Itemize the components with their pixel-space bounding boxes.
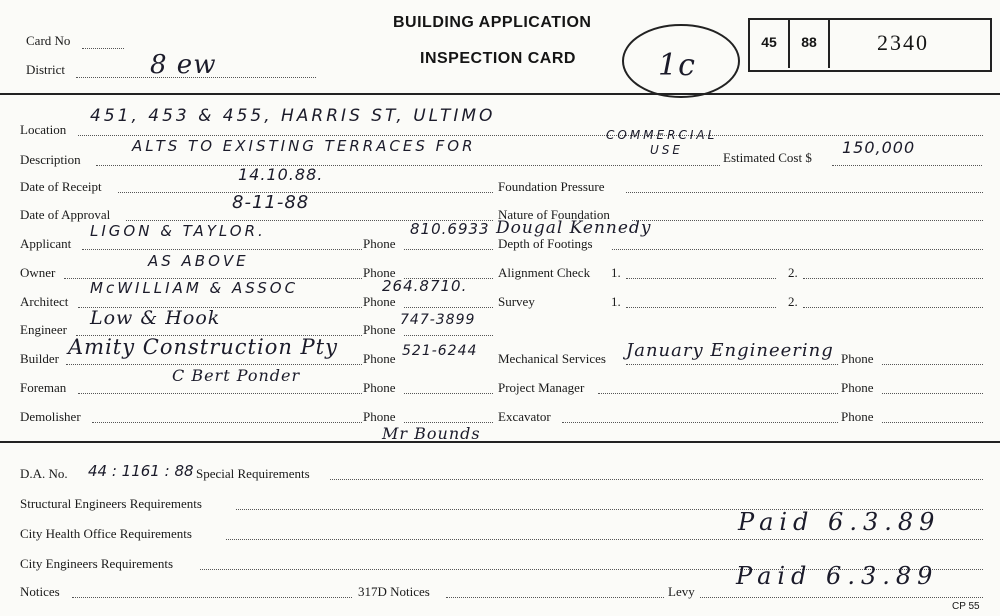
- foundation-pressure-line: [626, 192, 983, 193]
- mechanical-services-line: [626, 364, 838, 365]
- demolisher-line: [92, 422, 362, 423]
- special-requirements-label: Special Requirements: [196, 466, 310, 481]
- middle-rule: [0, 441, 1000, 443]
- builder-line: [66, 364, 362, 365]
- demolisher-phone-line: [404, 422, 493, 423]
- da-no-label: D.A. No.: [20, 466, 68, 481]
- notices-line: [72, 597, 352, 598]
- survey-2: 2.: [788, 294, 798, 309]
- project-manager-phone-label: Phone: [841, 380, 874, 395]
- builder-value: Amity Construction Pty: [68, 335, 338, 359]
- district-label: District: [26, 62, 65, 77]
- card-title-line2: INSPECTION CARD: [420, 50, 576, 67]
- header-rule: [0, 93, 1000, 95]
- box-2: 88: [801, 34, 817, 50]
- mechanical-services-phone-label: Phone: [841, 351, 874, 366]
- architect-value: McWILLIAM & ASSOC: [90, 279, 299, 297]
- nature-of-foundation-label: Nature of Foundation: [498, 207, 610, 222]
- engineer-label: Engineer: [20, 322, 67, 337]
- engineer-value: Low & Hook: [90, 307, 221, 329]
- architect-label: Architect: [20, 294, 69, 309]
- applicant-label: Applicant: [20, 236, 72, 251]
- applicant-phone: 810.6933: [410, 220, 490, 238]
- location-line: [78, 135, 983, 136]
- applicant-phone-label: Phone: [363, 236, 396, 251]
- alignment-check-line-1: [626, 278, 776, 279]
- engineer-phone-line: [404, 335, 493, 336]
- date-of-approval-label: Date of Approval: [20, 207, 111, 222]
- notices-317d-label: 317D Notices: [358, 584, 430, 599]
- alignment-check-2: 2.: [788, 265, 798, 280]
- box-divider-2: [828, 20, 830, 68]
- structural-engineers-label: Structural Engineers Requirements: [20, 496, 202, 511]
- survey-line-2: [803, 307, 983, 308]
- survey-line-1: [626, 307, 776, 308]
- card-number: 2340: [877, 30, 929, 55]
- excavator-phone-label: Phone: [841, 409, 874, 424]
- district-value: 8 ew: [150, 50, 217, 80]
- owner-value: AS ABOVE: [148, 252, 249, 270]
- owner-label: Owner: [20, 265, 56, 280]
- depth-of-footings-label: Depth of Footings: [498, 236, 593, 251]
- applicant-line: [82, 249, 362, 250]
- alignment-check-line-2: [803, 278, 983, 279]
- foundation-pressure-label: Foundation Pressure: [498, 179, 605, 194]
- card-no-label: Card No: [26, 33, 71, 48]
- card-title-line1: BUILDING APPLICATION: [393, 14, 592, 31]
- excavator-phone-line: [882, 422, 983, 423]
- builder-note: C Bert Ponder: [172, 366, 301, 385]
- foreman-line: [78, 393, 362, 394]
- builder-phone: 521-6244: [402, 343, 478, 359]
- applicant-value: LIGON & TAYLOR.: [90, 222, 266, 240]
- owner-phone-label: Phone: [363, 265, 396, 280]
- architect-phone: 264.8710.: [382, 277, 468, 295]
- card-no-line: [82, 48, 124, 49]
- demolisher-label: Demolisher: [20, 409, 81, 424]
- builder-phone-label: Phone: [363, 351, 396, 366]
- mechanical-services-value: January Engineering: [626, 340, 834, 361]
- box-1: 45: [761, 34, 777, 50]
- date-of-approval-value: 8-11-88: [232, 192, 310, 213]
- excavator-label: Excavator: [498, 409, 551, 424]
- box-divider-1: [788, 20, 790, 68]
- location-value: 451, 453 & 455, HARRIS ST, ULTIMO: [90, 106, 496, 126]
- nature-of-foundation-line: [632, 220, 983, 221]
- survey-label: Survey: [498, 294, 535, 309]
- mechanical-services-phone-line: [882, 364, 983, 365]
- architect-phone-line: [404, 307, 493, 308]
- project-manager-line: [598, 393, 838, 394]
- applicant-phone-line: [404, 249, 493, 250]
- circled-mark-text: 1c: [658, 48, 696, 83]
- survey-1: 1.: [611, 294, 621, 309]
- alignment-check-label: Alignment Check: [498, 265, 591, 280]
- estimated-cost-value: 150,000: [842, 138, 916, 157]
- date-of-receipt-label: Date of Receipt: [20, 179, 102, 194]
- excavator-line: [562, 422, 838, 423]
- engineer-phone-label: Phone: [363, 322, 396, 337]
- engineer-phone: 747-3899: [400, 312, 476, 328]
- foreman-label: Foreman: [20, 380, 67, 395]
- project-manager-phone-line: [882, 393, 983, 394]
- city-health-value: Paid 6.3.89: [738, 508, 941, 536]
- special-requirements-line: [330, 479, 983, 480]
- form-code: CP 55: [952, 601, 980, 612]
- notices-label: Notices: [20, 584, 60, 599]
- description-value-bottom: USE: [650, 143, 683, 157]
- date-of-receipt-value: 14.10.88.: [238, 165, 324, 184]
- project-manager-label: Project Manager: [498, 380, 585, 395]
- city-health-label: City Health Office Requirements: [20, 526, 192, 541]
- builder-label: Builder: [20, 351, 59, 366]
- levy-label: Levy: [668, 584, 695, 599]
- nature-of-foundation-value: Dougal Kennedy: [496, 218, 652, 238]
- city-engineers-label: City Engineers Requirements: [20, 556, 174, 571]
- depth-of-footings-line: [612, 249, 983, 250]
- notices-317d-line: [446, 597, 664, 598]
- city-health-line: [226, 539, 983, 540]
- demolisher-note: Mr Bounds: [382, 424, 481, 443]
- alignment-check-1: 1.: [611, 265, 621, 280]
- levy-value: Paid 6.3.89: [736, 562, 939, 590]
- foreman-phone-line: [404, 393, 493, 394]
- estimated-cost-line: [832, 165, 982, 166]
- description-label: Description: [20, 152, 81, 167]
- mechanical-services-label: Mechanical Services: [498, 351, 606, 366]
- da-no-value: 44 : 1161 : 88: [88, 462, 194, 480]
- description-line: [96, 165, 720, 166]
- architect-phone-label: Phone: [363, 294, 396, 309]
- description-value-top: COMMERCIAL: [606, 128, 718, 142]
- location-label: Location: [20, 122, 67, 137]
- description-value: ALTS TO EXISTING TERRACES FOR: [132, 137, 476, 155]
- levy-line: [700, 597, 983, 598]
- foreman-phone-label: Phone: [363, 380, 396, 395]
- demolisher-phone-label: Phone: [363, 409, 396, 424]
- estimated-cost-label: Estimated Cost $: [723, 150, 812, 165]
